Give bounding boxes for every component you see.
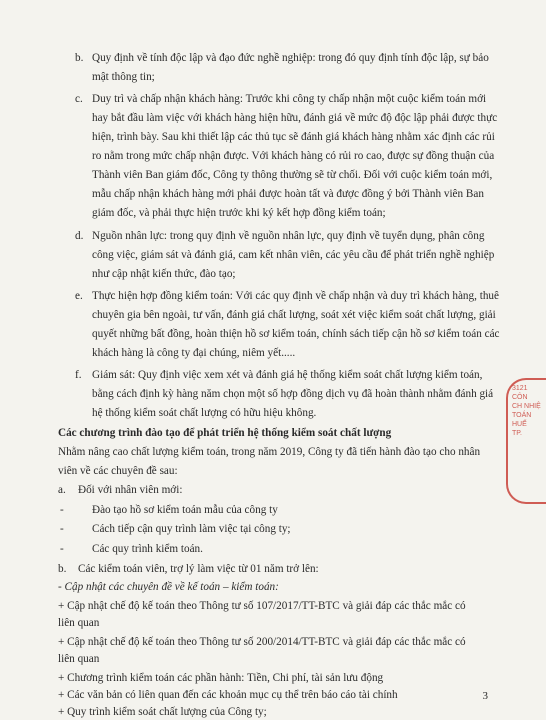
list-b-label: b. <box>58 563 67 575</box>
item-line: mật thông tin; <box>92 71 155 83</box>
stamp-text: HUẾ <box>512 421 527 428</box>
page-number: 3 <box>482 690 488 702</box>
section-heading: Các chương trình đào tạo để phát triển hệ thống kiểm soát chất lượng <box>58 427 392 439</box>
list-a-label: a. <box>58 484 66 496</box>
item-line: Thành viên Ban giám đốc, Công ty thông thường sẽ từ chối. Đối với cuộc kiểm toán mới, <box>92 169 493 181</box>
plus-item-line: + Cập nhật chế độ kế toán theo Thông tư số 107/2017/TT-BTC và giải đáp các thắc mắc có <box>58 600 466 612</box>
item-line: quyết những bất đồng, hoàn thiện hồ sơ kiểm toán, chính sách tiếp cận hồ sơ kiểm toán các <box>92 328 500 340</box>
intro-line: viên về các chuyên đề sau: <box>58 465 178 477</box>
dash-bullet: - <box>60 523 64 535</box>
plus-item-line: + Quy trình kiểm soát chất lượng của Công ty; <box>58 706 267 718</box>
sub-heading: - Cập nhật các chuyên đề về kế toán – kiểm toán: <box>58 581 279 593</box>
plus-item-line: + Các văn bản có liên quan đến các khoản mục cụ thể trên báo cáo tài chính <box>58 689 398 701</box>
item-line: Quy định về tính độc lập và đạo đức nghề nghiệp: trong đó quy định tính độc lập, sự bảo <box>92 52 489 64</box>
item-line: Duy trì và chấp nhận khách hàng: Trước khi công ty chấp nhận một cuộc kiểm toán mới <box>92 93 487 105</box>
plus-item-line: liên quan <box>58 653 100 665</box>
item-line: Thực hiện hợp đồng kiểm toán: Với các quy định về chấp nhận và duy trì khách hàng, thuê <box>92 290 499 302</box>
item-line: ro nằm trong mức chấp nhận được. Với khách hàng có rủi ro cao, được sự đồng thuận của <box>92 150 495 162</box>
dash-bullet: - <box>60 543 64 555</box>
item-line: mẫu chấp nhận khách hàng mới phải được hoàn tất và được đồng ý bởi Thành viên Ban <box>92 188 484 200</box>
list-b-text: Các kiểm toán viên, trợ lý làm việc từ 01 năm trở lên: <box>78 563 319 575</box>
item-line: chuyên gia bên ngoài, tư vấn, đánh giá chất lượng, soát xét việc kiểm soát chất lượng, giải <box>92 309 496 321</box>
item-line: hệ thống kiểm soát chất lượng có hữu hiệu không. <box>92 407 317 419</box>
list-a-text: Đối với nhân viên mới: <box>78 484 183 496</box>
item-label: e. <box>75 290 83 302</box>
item-line: công việc, giám sát và đánh giá, cam kết nhân viên, các yêu cầu để phát triển nghề nghiệp <box>92 249 495 261</box>
list-item: Đào tạo hồ sơ kiểm toán mẫu của công ty <box>92 504 278 516</box>
item-line: Nguồn nhân lực: trong quy định về nguồn nhân lực, quy định về tuyển dụng, phân công <box>92 230 485 242</box>
item-line: như cập nhật kiến thức, đào tạo; <box>92 268 236 280</box>
dash-bullet: - <box>60 504 64 516</box>
item-line: hiện, trình bày. Sau khi thiết lập các thủ tục sẽ đánh giá khách hàng nhằm xác định các rủi <box>92 131 495 143</box>
item-line: bằng cách định kỳ hàng năm chọn một số hợp đồng dịch vụ đã hoàn thành nhằm đánh giá <box>92 388 494 400</box>
item-line: khách hàng là công ty đại chúng, niêm yết..... <box>92 347 296 359</box>
plus-item-line: + Cập nhật chế độ kế toán theo Thông tư số 200/2014/TT-BTC và giải đáp các thắc mắc có <box>58 636 466 648</box>
item-label: f. <box>75 369 82 381</box>
plus-item-line: liên quan <box>58 617 100 629</box>
intro-line: Nhằm nâng cao chất lượng kiểm toán, trong năm 2019, Công ty đã tiến hành đào tạo cho nhân <box>58 446 481 458</box>
item-line: hay bắt đầu làm việc với khách hàng hiện hữu, đánh giá về mức độ độc lập phải được thực <box>92 112 498 124</box>
stamp-text: CH NHIỆ <box>512 403 541 410</box>
list-item: Cách tiếp cận quy trình làm việc tại công ty; <box>92 523 291 535</box>
item-label: c. <box>75 93 83 105</box>
item-label: b. <box>75 52 84 64</box>
list-item: Các quy trình kiểm toán. <box>92 543 203 555</box>
plus-item-line: + Chương trình kiểm toán các phần hành: Tiền, Chi phí, tài sản lưu động <box>58 672 384 684</box>
stamp-text: TOÁN <box>512 412 532 419</box>
item-label: d. <box>75 230 84 242</box>
item-line: Giám sát: Quy định việc xem xét và đánh giá hệ thống kiểm soát chất lượng kiểm toán, <box>92 369 483 381</box>
stamp-text: TP. <box>512 430 522 437</box>
stamp-text: CÔN <box>512 394 528 401</box>
company-stamp <box>506 378 546 504</box>
item-line: giám đốc, và phải thực hiện trước khi ký kết hợp đồng kiểm toán; <box>92 207 386 219</box>
stamp-text: 3121 <box>512 385 528 392</box>
